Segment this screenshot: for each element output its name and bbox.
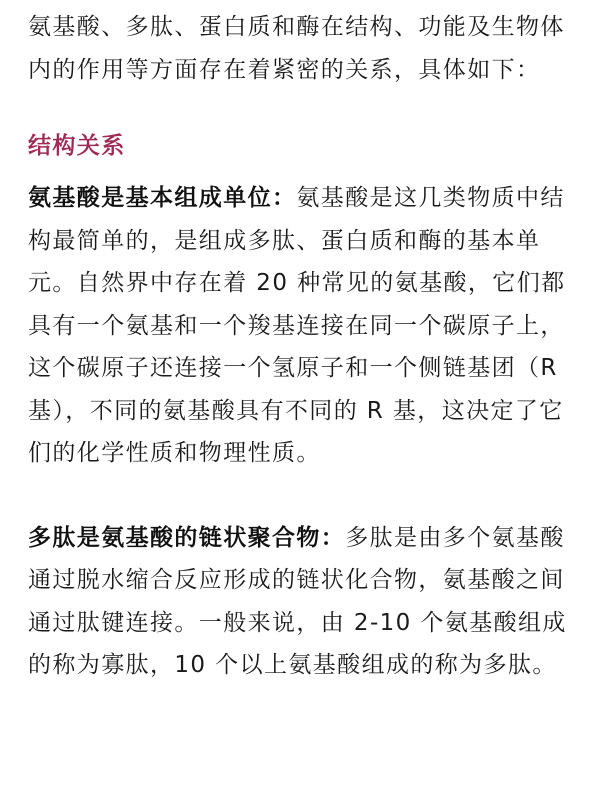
- article-body: [28, 6, 588, 687]
- paragraph-lead: 氨基酸是基本组成单位：: [28, 185, 297, 211]
- paragraph-amino-acid: [28, 177, 588, 475]
- section-title: 结构关系: [28, 133, 126, 159]
- paragraph-body: 多肽是由多个氨基酸通过脱水缩合反应形成的链状化合物，氨基酸之间通过肽键连接。一般来说，由 2-10 个氨基酸组成的称为寡肽，10 个以上氨基酸组成的称为多肽。: [28, 524, 567, 678]
- paragraph-spacer: [28, 475, 588, 517]
- paragraph-polypeptide: [28, 517, 588, 687]
- intro-paragraph: 氨基酸、多肽、蛋白质和酶在结构、功能及生物体内的作用等方面存在着紧密的关系，具体如下：: [28, 14, 565, 83]
- paragraph-lead: 多肽是氨基酸的链状聚合物：: [28, 524, 346, 551]
- paragraph-body: 氨基酸是这几类物质中结构最简单的，是组成多肽、蛋白质和酶的基本单元。自然界中存在着 20 种常见的氨基酸，它们都具有一个氨基和一个羧基连接在同一个碳原子上，这个碳原子还连接一个氢原子和一个侧链基团（R 基），不同的氨基酸具有不同的 R 基，这决定了它们的化学性质和物理性质。: [28, 185, 566, 466]
